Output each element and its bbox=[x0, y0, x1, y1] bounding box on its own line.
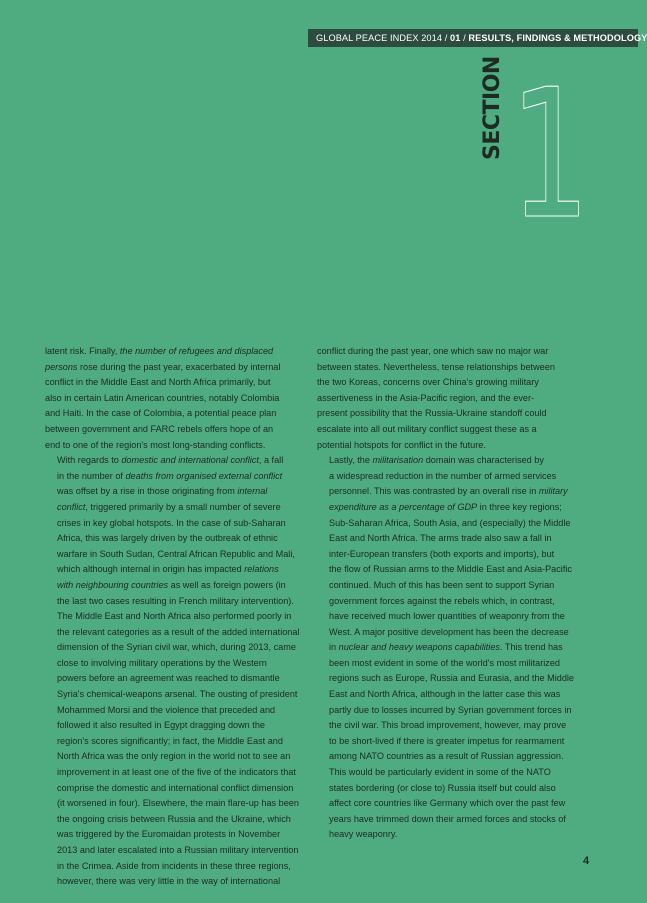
text-line bbox=[45, 827, 313, 843]
body-text: affect core countries like Germany which over the past few bbox=[329, 798, 566, 809]
text-line bbox=[45, 360, 313, 376]
text-line bbox=[45, 391, 313, 407]
body-text: between states. Nevertheless, tense relationships between bbox=[317, 361, 555, 372]
body-text: potential hotspots for conflict in the future. bbox=[317, 439, 486, 450]
body-text: the relevant categories as a result of the added international bbox=[57, 626, 300, 637]
text-line bbox=[317, 516, 585, 532]
emphasis-text: militarisation bbox=[372, 455, 424, 466]
text-line bbox=[317, 625, 585, 641]
text-line bbox=[317, 656, 585, 672]
emphasis-text: with neighbouring countries bbox=[57, 579, 169, 590]
body-text: , a fall bbox=[258, 455, 284, 466]
body-text: improvement in at least one of the five of the indicators that bbox=[57, 767, 296, 778]
body-text: regions such as Europe, Russia and Eurasia, and the Middle bbox=[329, 673, 574, 684]
text-line bbox=[45, 562, 313, 578]
body-text: the flow of Russian arms to the Middle East and Asia-Pacific bbox=[329, 564, 572, 575]
body-text: 2013 and later escalated into a Russian military intervention bbox=[57, 845, 299, 855]
body-text: in the Crimea. Aside from incidents in these three regions, bbox=[57, 860, 291, 871]
text-line bbox=[45, 516, 313, 532]
body-text: West. A major positive development has been the decrease bbox=[329, 626, 569, 637]
text-line bbox=[317, 562, 585, 578]
body-text: have received much lower quantities of weaponry from the bbox=[329, 611, 565, 622]
text-line bbox=[45, 406, 313, 422]
header-prefix: GLOBAL PEACE INDEX 2014 / bbox=[316, 33, 451, 43]
text-line bbox=[317, 765, 585, 781]
body-text: inter-European transfers (both exports and imports), but bbox=[329, 548, 555, 559]
text-column-right bbox=[317, 344, 585, 843]
text-line bbox=[45, 843, 313, 859]
text-line bbox=[45, 500, 313, 516]
body-text: East and North Africa. The arms trade also saw a fall in bbox=[329, 533, 552, 544]
body-text: conflict during the past year, one which saw no major war bbox=[317, 346, 549, 356]
text-line bbox=[45, 594, 313, 610]
text-line bbox=[317, 749, 585, 765]
text-line bbox=[45, 375, 313, 391]
text-line bbox=[45, 422, 313, 438]
text-line bbox=[45, 438, 313, 454]
body-text: escalate into all out military conflict suggest these as a bbox=[317, 423, 537, 434]
header-title: RESULTS, FINDINGS & METHODOLOGY bbox=[468, 33, 647, 43]
body-text: domain was characterised by bbox=[423, 455, 544, 466]
emphasis-text: the number of refugees and displaced bbox=[119, 346, 274, 356]
text-line bbox=[45, 687, 313, 703]
section-number bbox=[508, 51, 592, 258]
body-text: assertiveness in the Asia-Pacific region, and the ever- bbox=[317, 392, 535, 403]
text-line bbox=[45, 484, 313, 500]
body-text: followed it also resulted in Egypt dragging down the bbox=[57, 720, 265, 731]
body-text: in three key regions; bbox=[477, 501, 562, 512]
body-text: present possibility that the Russia-Ukraine standoff could bbox=[317, 408, 547, 419]
emphasis-text: military bbox=[538, 486, 568, 497]
text-line bbox=[45, 703, 313, 719]
body-text: however, there was very little in the way of international bbox=[57, 876, 281, 887]
body-text: conflict in the Middle East and North Africa primarily, but bbox=[45, 377, 271, 388]
text-line bbox=[317, 453, 585, 469]
text-line bbox=[317, 796, 585, 812]
paragraph bbox=[317, 453, 585, 843]
body-text: to be short-lived if there is greater impetus for rearmament bbox=[329, 735, 565, 746]
emphasis-text: persons bbox=[45, 361, 78, 372]
body-text: powers before an agreement was reached to dismantle bbox=[57, 673, 280, 684]
body-text: North Africa was the only region in the world not to see an bbox=[57, 751, 291, 762]
body-text: the last two cases resulting in French military intervention). bbox=[57, 595, 294, 606]
body-text: close to involving military operations by the Western bbox=[57, 657, 267, 668]
text-line bbox=[317, 578, 585, 594]
body-text: states bordering (or close to) Russia itself but could also bbox=[329, 782, 556, 793]
text-line bbox=[45, 874, 313, 890]
body-text: as well as foreign powers (in bbox=[168, 579, 286, 590]
body-text: The Middle East and North Africa also performed poorly in bbox=[57, 611, 292, 622]
header-separator: / bbox=[460, 33, 469, 43]
text-line bbox=[317, 640, 585, 656]
text-line bbox=[317, 781, 585, 797]
text-line bbox=[45, 531, 313, 547]
body-text: warfare in South Sudan, Central African Republic and Mali, bbox=[57, 548, 295, 559]
body-text: between government and FARC rebels offers hope of an bbox=[45, 423, 274, 434]
body-text: This would be particularly evident in some of the NATO bbox=[329, 767, 551, 778]
paragraph bbox=[317, 344, 585, 453]
emphasis-text: nuclear and heavy weapons capabilities bbox=[338, 642, 500, 653]
text-line bbox=[317, 718, 585, 734]
body-text: Mohammed Morsi and the violence that preceded and bbox=[57, 704, 276, 715]
text-line bbox=[317, 609, 585, 625]
text-line bbox=[317, 500, 585, 516]
text-line bbox=[317, 671, 585, 687]
text-line bbox=[45, 344, 313, 360]
text-line bbox=[45, 547, 313, 563]
text-line bbox=[317, 547, 585, 563]
text-line bbox=[317, 360, 585, 376]
body-text: Syria's chemical-weapons arsenal. The ousting of president bbox=[57, 689, 298, 700]
running-header bbox=[308, 29, 647, 47]
body-text: and Haiti. In the case of Colombia, a potential peace plan bbox=[45, 408, 277, 419]
text-line bbox=[317, 594, 585, 610]
emphasis-text: domestic and international conflict bbox=[121, 455, 259, 466]
body-text: continued. Much of this has been sent to support Syrian bbox=[329, 579, 555, 590]
body-text: comprise the domestic and international conflict dimension bbox=[57, 782, 294, 793]
text-line bbox=[45, 609, 313, 625]
body-text: With regards to bbox=[57, 455, 122, 466]
section-number-glyph: 1 bbox=[510, 51, 590, 258]
text-column-left bbox=[45, 344, 313, 890]
text-line bbox=[317, 703, 585, 719]
page-number: 4 bbox=[583, 855, 590, 867]
body-text: in bbox=[329, 642, 339, 653]
body-text: years have trimmed down their armed forces and stocks of bbox=[329, 813, 566, 824]
body-text: , triggered primarily by a small number of severe bbox=[85, 501, 281, 512]
body-text: among NATO countries as a result of Russian aggression. bbox=[329, 751, 564, 762]
text-line bbox=[317, 734, 585, 750]
body-text: personnel. This was contrasted by an overall rise in bbox=[329, 486, 539, 497]
text-line bbox=[317, 484, 585, 500]
emphasis-text: relations bbox=[244, 564, 279, 575]
text-line bbox=[317, 375, 585, 391]
body-text: rose during the past year, exacerbated by internal bbox=[77, 361, 281, 372]
body-text: which although internal in origin has impacted bbox=[57, 564, 245, 575]
text-line bbox=[317, 344, 585, 360]
emphasis-text: deaths from organised external conflict bbox=[125, 470, 283, 481]
text-line bbox=[317, 406, 585, 422]
text-line bbox=[45, 859, 313, 875]
body-text: the two Koreas, concerns over China's growing military bbox=[317, 377, 539, 388]
body-text: been most evident in some of the world's most militarized bbox=[329, 657, 560, 668]
text-line bbox=[317, 391, 585, 407]
body-text: government forces against the rebels which, in contrast, bbox=[329, 595, 555, 606]
body-text: was offset by a rise in those originating from bbox=[57, 486, 238, 497]
text-line bbox=[317, 812, 585, 828]
text-line bbox=[45, 469, 313, 485]
body-text: was triggered by the Euromaidan protests in November bbox=[57, 829, 281, 840]
text-line bbox=[45, 671, 313, 687]
paragraph bbox=[45, 344, 313, 453]
text-line bbox=[45, 578, 313, 594]
body-text: a widespread reduction in the number of armed services bbox=[329, 470, 557, 481]
body-text: latent risk. Finally, bbox=[45, 346, 120, 356]
text-line bbox=[45, 718, 313, 734]
body-text: partly due to losses incurred by Syrian government forces in bbox=[329, 704, 572, 715]
text-line bbox=[45, 640, 313, 656]
text-line bbox=[317, 438, 585, 454]
body-text: in the number of bbox=[57, 470, 126, 481]
body-text: crises in key global hotspots. In the case of sub-Saharan bbox=[57, 517, 286, 528]
body-text: . This trend has bbox=[499, 642, 563, 653]
text-line bbox=[317, 422, 585, 438]
text-line bbox=[317, 531, 585, 547]
text-line bbox=[45, 765, 313, 781]
text-line bbox=[45, 749, 313, 765]
body-text: the civil war. This broad improvement, however, may prove bbox=[329, 720, 567, 731]
body-text: dimension of the Syrian civil war, which, during 2013, came bbox=[57, 642, 296, 653]
text-line bbox=[317, 827, 585, 843]
paragraph bbox=[45, 453, 313, 890]
text-line bbox=[45, 734, 313, 750]
body-text: region's scores significantly; in fact, the Middle East and bbox=[57, 735, 283, 746]
text-line bbox=[317, 687, 585, 703]
text-line bbox=[45, 812, 313, 828]
body-text: (it worsened in four). Elsewhere, the main flare-up has been bbox=[57, 798, 299, 809]
emphasis-text: internal bbox=[237, 486, 268, 497]
emphasis-text: conflict bbox=[57, 501, 86, 512]
body-text: Africa, this was largely driven by the outbreak of ethnic bbox=[57, 533, 278, 544]
body-text: end to one of the region's most long-standing conflicts. bbox=[45, 439, 266, 450]
text-line bbox=[45, 625, 313, 641]
text-line bbox=[45, 453, 313, 469]
section-label: SECTION bbox=[480, 56, 505, 160]
text-line bbox=[45, 781, 313, 797]
text-line bbox=[317, 469, 585, 485]
text-line bbox=[45, 656, 313, 672]
emphasis-text: expenditure as a percentage of GDP bbox=[329, 501, 478, 512]
body-text: heavy weaponry. bbox=[329, 829, 398, 840]
body-text: also in certain Latin American countries, notably Colombia bbox=[45, 392, 280, 403]
body-text: East and North Africa, although in the latter case this was bbox=[329, 689, 561, 700]
header-section-number: 01 bbox=[450, 33, 461, 43]
text-line bbox=[45, 796, 313, 812]
body-text: Sub-Saharan Africa, South Asia, and (especially) the Middle bbox=[329, 517, 571, 528]
body-text: the ongoing crisis between Russia and the Ukraine, which bbox=[57, 813, 291, 824]
body-text: Lastly, the bbox=[329, 455, 373, 466]
